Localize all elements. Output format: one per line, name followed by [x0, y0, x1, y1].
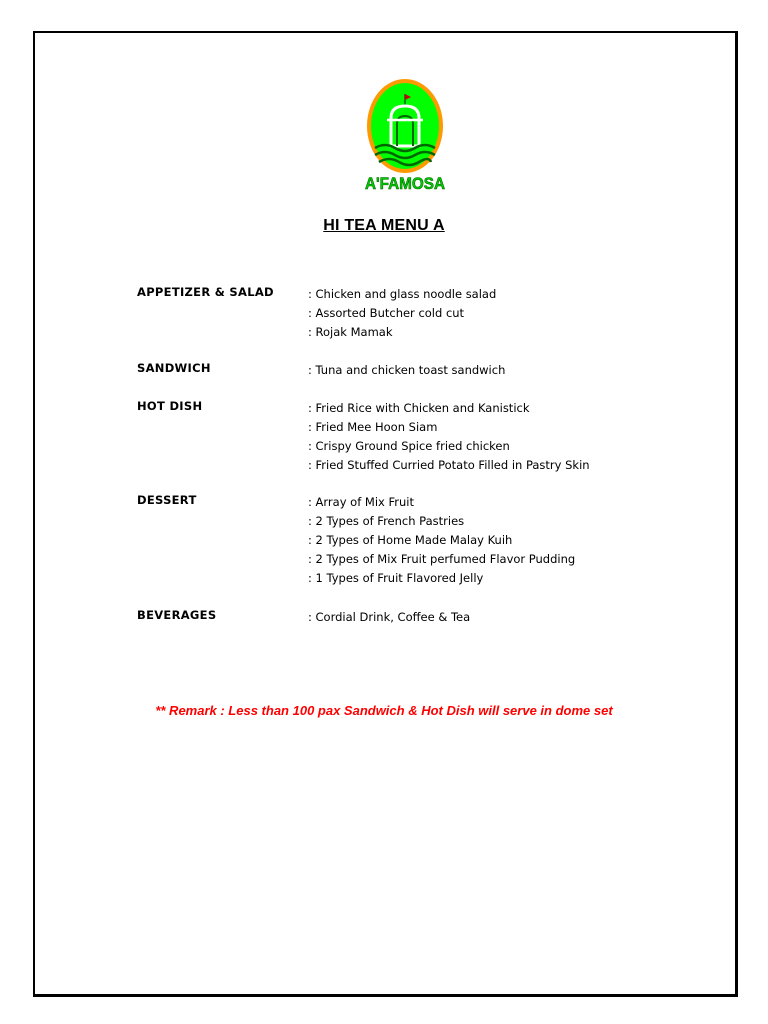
logo-text: A'FAMOSA: [365, 174, 445, 193]
menu-item: : Fried Mee Hoon Siam: [308, 420, 438, 434]
menu-item: : Cordial Drink, Coffee & Tea: [308, 610, 471, 624]
section-label: SANDWICH: [137, 361, 211, 375]
afamosa-logo: [361, 76, 449, 194]
section-label: HOT DISH: [137, 399, 203, 413]
menu-item: : 2 Types of French Pastries: [308, 514, 465, 528]
section-label: APPETIZER & SALAD: [137, 285, 274, 299]
menu-item: : Assorted Butcher cold cut: [308, 306, 465, 320]
remark-note: ** Remark : Less than 100 pax Sandwich & Hot Dish will serve in dome set: [155, 703, 613, 718]
menu-item: : Fried Stuffed Curried Potato Filled in Pastry Skin: [308, 458, 590, 472]
menu-item: : Crispy Ground Spice fried chicken: [308, 439, 510, 453]
menu-item: : Array of Mix Fruit: [308, 495, 414, 509]
menu-item: : Chicken and glass noodle salad: [308, 287, 497, 301]
section-label: BEVERAGES: [137, 608, 217, 622]
menu-title: HI TEA MENU A: [323, 217, 445, 234]
section-label: DESSERT: [137, 493, 197, 507]
section-items: [308, 399, 590, 475]
section-items: [308, 361, 505, 380]
section-items: [308, 285, 496, 342]
menu-item: : 1 Types of Fruit Flavored Jelly: [308, 571, 484, 585]
menu-item: : Rojak Mamak: [308, 325, 393, 339]
menu-item: : Fried Rice with Chicken and Kanistick: [308, 401, 530, 415]
menu-item: : 2 Types of Home Made Malay Kuih: [308, 533, 513, 547]
section-items: [308, 608, 470, 627]
menu-item: : 2 Types of Mix Fruit perfumed Flavor Pudding: [308, 552, 576, 566]
section-items: [308, 493, 575, 588]
menu-item: : Tuna and chicken toast sandwich: [308, 363, 506, 377]
